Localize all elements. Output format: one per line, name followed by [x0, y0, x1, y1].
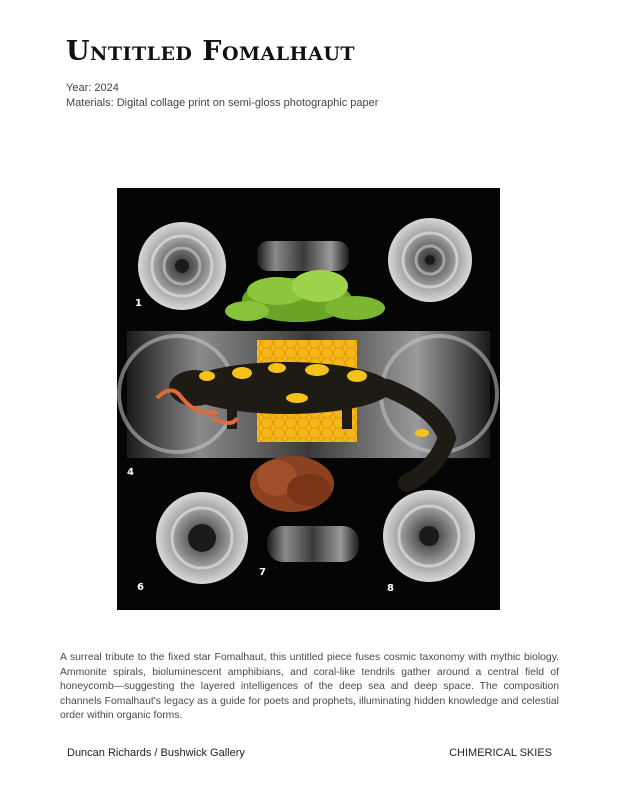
shell-top-center [257, 241, 349, 271]
plate-number-8: 8 [387, 583, 394, 594]
artwork-description: A surreal tribute to the fixed star Fomalhaut, this untitled piece fuses cosmic taxonomy with mythic biology. Ammonite spirals, bioluminescent amphibians, and coral-like tendrils gather around a central field of honeycomb—suggesting the layered intelligences of the deep sea and deep space. The composition channels Fomalhaut's legacy as a guide for poets and prophets, illuminating hidden knowledge and celestial order within organic forms. [60, 652, 559, 722]
plate-number-1: 1 [135, 298, 142, 309]
plate-number-6: 6 [137, 582, 144, 593]
ammonite-top-right [388, 218, 472, 302]
shell-bottom-center [267, 526, 359, 562]
series-title: CHIMERICAL SKIES [449, 747, 552, 759]
page-title: Untitled Fomalhaut [66, 36, 356, 67]
materials-line: Materials: Digital collage print on semi-gloss photographic paper [66, 97, 379, 109]
plate-number-7: 7 [259, 567, 266, 578]
artwork-image [117, 188, 500, 610]
artist-gallery-credit: Duncan Richards / Bushwick Gallery [67, 747, 245, 759]
plate-number-4: 4 [127, 467, 134, 478]
ammonite-bottom-right [383, 490, 475, 582]
year-line: Year: 2024 [66, 82, 119, 94]
ammonite-bottom-left [156, 492, 248, 584]
coral-tendrils [250, 456, 334, 512]
ammonite-top-left [138, 222, 226, 310]
